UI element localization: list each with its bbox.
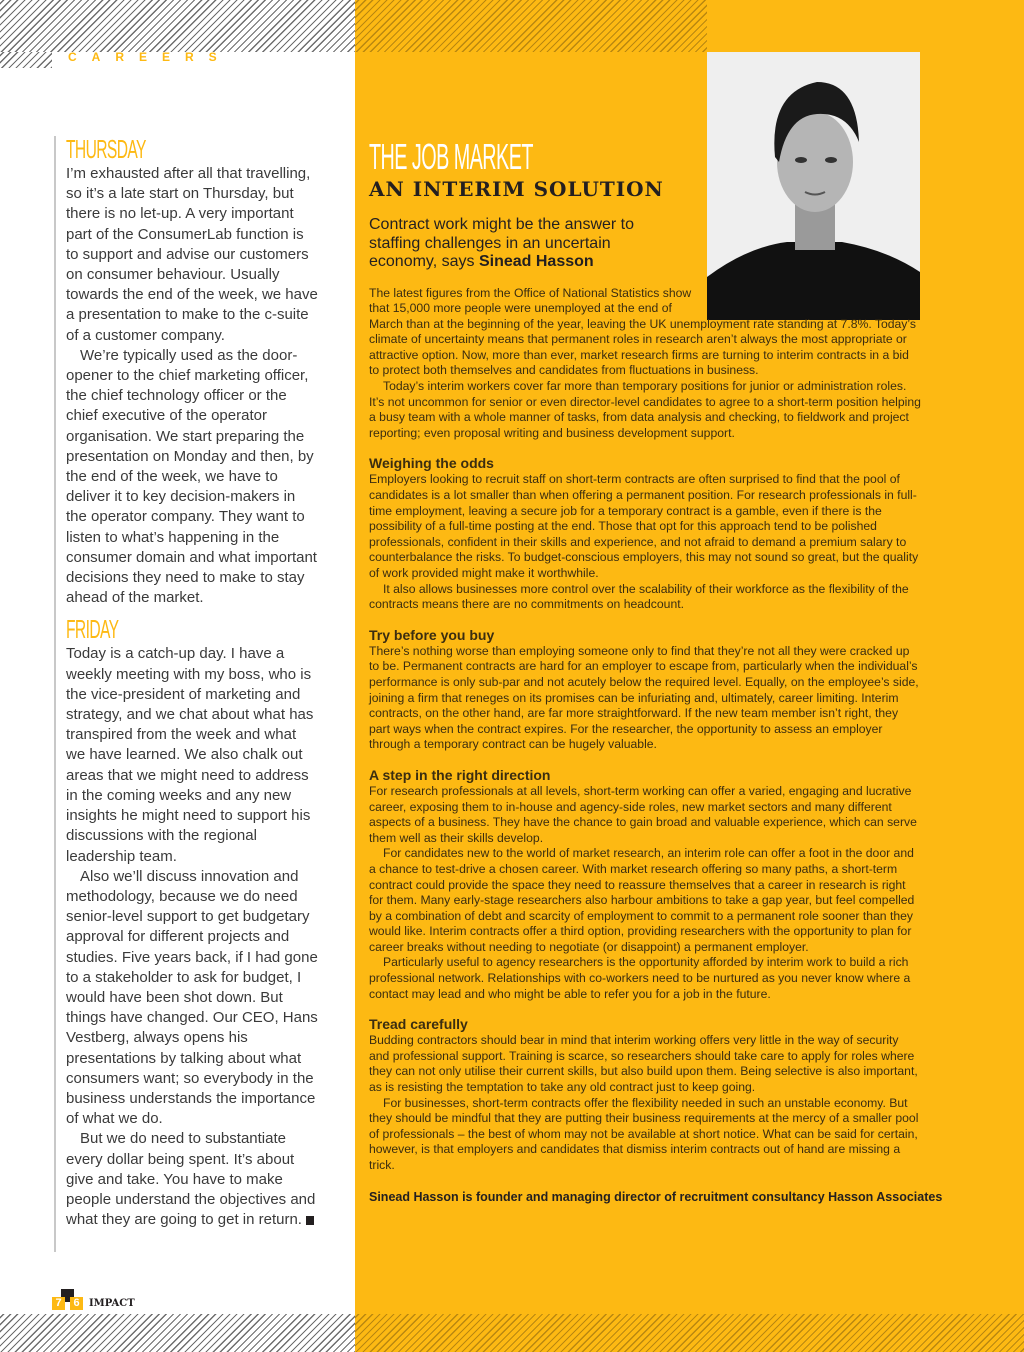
article-headline: AN INTERIM SOLUTION [369, 177, 664, 201]
friday-heading: FRIDAY [66, 614, 119, 645]
body-paragraph: Particularly useful to agency researchers is the opportunity afforded by interim work to build a rich professional network. Relationships with co-workers need to be nurtured as you never know where a contact may lead and who might be able to refer you for a job in the future. [369, 955, 911, 1001]
body-paragraph: Today’s interim workers cover far more than temporary positions for junior or administration roles. It’s not uncommon for senior or even director-level candidates to agree to a short-term position helping a busy team with a whole manner of tasks, from data analysis and checking, to fieldwork and project reporting; even proposal writing and business development support. [369, 379, 921, 440]
thursday-heading: THURSDAY [66, 134, 146, 164]
page-number-left: 7 [52, 1297, 65, 1310]
top-hatch-band [0, 0, 355, 52]
body-paragraph: For businesses, short-term contracts offer the flexibility needed in such an unstable economy. But they should be mindful that they are putting their business requirements at the mercy of a smaller pool of professionals – the best of whom may not be available at short notice. What can be said for certain, however, is that employers and candidates that dismiss interim contracts out of hand are missing a trick. [369, 1095, 919, 1172]
thursday-paragraph: We’re typically used as the door-opener to the chief marketing officer, the chief technology officer or the chief executive of the operator organisation. We start preparing the presentation on Monday and then, by the end of the week, we have to deliver it to key decision-makers in the operator company. They want to listen to what’s happening in the consumer domain and what important decisions they need to make to stay ahead of the market. [66, 346, 317, 607]
section-tread [369, 1016, 921, 1173]
bottom-hatch-yellow [355, 1314, 1024, 1352]
top-hatch-yellow [355, 0, 707, 52]
author-credit: Sinead Hasson is founder and managing director of recruitment consultancy Hasson Associates [369, 1189, 943, 1204]
article-intro [369, 286, 921, 442]
author-name: Sinead Hasson [478, 253, 594, 270]
bottom-hatch-band [0, 1314, 355, 1352]
body-paragraph: Budding contractors should bear in mind that interim working offers very little in the way of security and professional support. Training is scarce, so researchers should take care to apply for roles where they can not only utilise their current skills, but also build upon them. Being selective is also important, as is resisting the temptation to take any old contract just to keep going. [369, 1033, 918, 1095]
magazine-name: IMPACT [89, 1298, 135, 1309]
article [369, 136, 943, 1204]
article-kicker: THE JOB MARKET [369, 136, 533, 177]
section-try [369, 627, 921, 753]
body-paragraph: It also allows businesses more control over the scalability of their workforce as the flexibility of the contracts means there are no commitments on headcount. [369, 581, 909, 612]
section-label: CAREERS [68, 50, 232, 64]
top-hatch-notch [0, 52, 52, 68]
page-number-right: 6 [70, 1297, 83, 1310]
body-paragraph: For candidates new to the world of market research, an interim role can offer a foot in the door and a chance to test-drive a chosen career. With market research offering so many paths, a short-term contract could provide the space they need to reassure themselves that a career in research is right for them. Many early-stage researchers also harbour ambitions to take a gap year, but feel compelled by a combination of debt and scarcity of employment to commit to a permanent role sooner than they would like. Interim contracts offer a third option, providing researchers with the opportunity to plan for career breaks without needing to negotiate (or disappoint) a permanent employer. [369, 846, 915, 954]
body-paragraph: Employers looking to recruit staff on short-term contracts are often surprised to find that the pool of candidates is a lot smaller than when offering a permanent position. For research professionals in full-time employment, leaving a secure job for a temporary contract is a gamble, even if there is the possibility of a full-time posting at the end. Those that opt for this approach tend to be polished professionals, confident in their skills and experience, and not afraid to demand a premium salary to counterbalance the risks. To budget-conscious employers, this may not sound so great, but the quality of work provided might make it worthwhile. [369, 472, 919, 580]
thursday-paragraph: I’m exhausted after all that travelling, so it’s a late start on Thursday, but there is no let-up. A very important part of the ConsumerLab function is to support and advise our customers on consumer behaviour. Usually towards the end of the week, we have a presentation to make to the c-suite of a customer company. [66, 165, 318, 344]
section-heading: Tread carefully [369, 1016, 468, 1033]
body-paragraph: The latest figures from the Office of National Statistics show that 15,000 more people were unemployed at the end of March than at the beginning of the year, leaving the UK unemployment rate standing at 7.8%. Today’s climate of uncertainty means that permanent roles in research aren’t always the most appropriate or attractive option. Now, more than ever, market research firms are turning to interim contracts in a bid to protect both themselves and candidates from fluctuations in business. [369, 285, 916, 378]
friday-paragraph-text: But we do need to substantiate every dollar being spent. It’s about give and take. You have to make people understand the objectives and what they are going to get in return. [66, 1130, 316, 1229]
friday-paragraph [66, 1129, 318, 1230]
section-heading: A step in the right direction [369, 766, 551, 783]
body-paragraph: There’s nothing worse than employing someone only to find that they’re not all they were cracked up to be. Permanent contracts are hard for an employer to escape from, particularly when the individual’s performance is only sub-par and not acutely below the required level. Equally, on the employee’s side, joining a firm that reneges on its promises can be infuriating and, ultimately, career limiting. Interim contracts, on the other hand, are far more straightforward. If the new team member isn’t right, they part ways when the contract expires. For the researcher, the opportunity to assess an employer through a temporary contract can be hugely valuable. [369, 643, 919, 752]
column-rule [54, 136, 56, 1252]
standfirst-text: Contract work might be the answer to staffing challenges in an uncertain economy, says [369, 216, 635, 270]
diary-column [66, 134, 318, 1230]
page-footer [52, 1289, 135, 1309]
body-paragraph: For research professionals at all levels, short-term working can offer a varied, engaging and lucrative career, exposing them to in-house and agency-side roles, new market sectors and many different aspects of a business. They have the chance to gain broad and valuable experience, which can serve them well as their skills develop. [369, 783, 917, 845]
section-step [369, 767, 921, 1002]
end-mark-icon [306, 1216, 314, 1225]
article-standfirst [369, 216, 669, 272]
friday-paragraph: Also we’ll discuss innovation and methodology, because we do need senior-level support to get budgetary approval for different projects and studies. Five years back, if I had gone to a stakeholder to ask for budget, I would have been shot down. But things have changed. Our CEO, Hans Vestberg, always opens his presentations by talking about what consumers want; so everybody in the business understands the importance of what we do. [66, 867, 318, 1128]
section-heading: Try before you buy [369, 626, 495, 643]
section-weighing [369, 455, 921, 612]
page-number-logo [52, 1289, 83, 1309]
section-heading: Weighing the odds [369, 455, 494, 472]
friday-paragraph: Today is a catch-up day. I have a weekly meeting with my boss, who is the vice-president of marketing and strategy, and we chat about what has transpired from the week and what we have learned. We also chalk out areas that we might need to address in the coming weeks and any new insights he might need to support his discussions with the regional leadership team. [66, 645, 314, 865]
